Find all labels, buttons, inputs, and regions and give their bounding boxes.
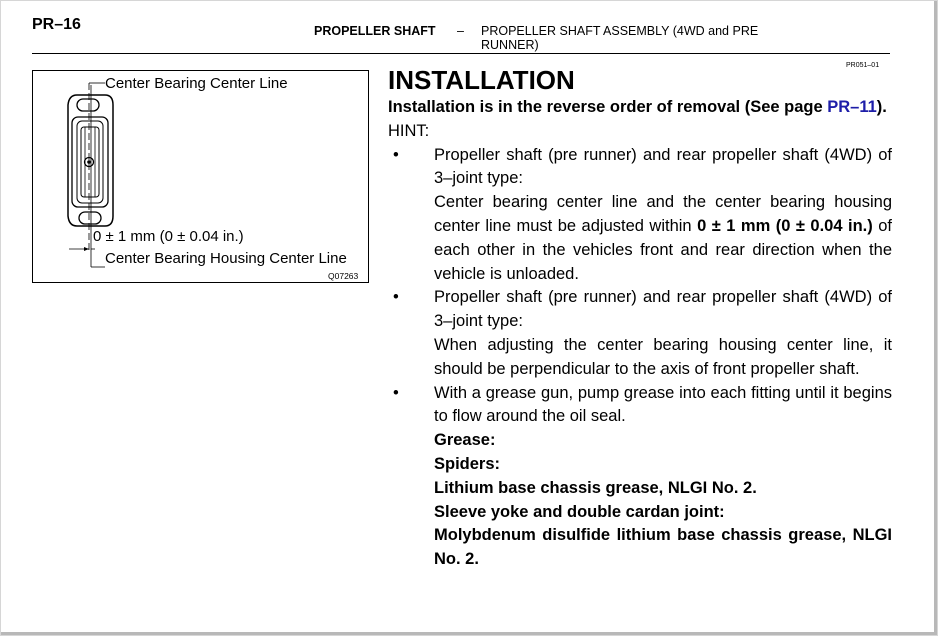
bullet-icon: • [393, 383, 399, 402]
bullet-icon: • [393, 288, 399, 307]
bullet-3-text: With a grease gun, pump grease into each fitting until it begins to flow around the oil seal. [434, 383, 892, 426]
figure-code: Q07263 [328, 271, 359, 281]
header-subsection: PROPELLER SHAFT ASSEMBLY (4WD and PRE RUNNER) [481, 24, 759, 52]
figure-label-tolerance: 0 ± 1 mm (0 ± 0.04 in.) [93, 228, 244, 245]
spiders-value: Lithium base chassis grease, NLGI No. 2. [434, 478, 757, 497]
hint-label: HINT: [388, 121, 430, 140]
intro-text: Installation is in the reverse order of removal (See page [388, 98, 823, 116]
bullet-1-text [434, 191, 892, 286]
intro-paragraph [388, 96, 892, 120]
header-rule [32, 53, 890, 54]
bullet-1-text-b: of each other in the vehicles front and rear direction when the vehicle is unloaded. [434, 216, 892, 283]
page-number: PR–16 [32, 16, 81, 33]
intro-end: ). [876, 98, 887, 116]
bullet-2-heading: Propeller shaft (pre runner) and rear propeller shaft (4WD) of 3–joint type: [434, 288, 892, 331]
figure-label-center-line: Center Bearing Center Line [105, 75, 288, 92]
installation-section [388, 64, 892, 572]
bullet-1-heading: Propeller shaft (pre runner) and rear propeller shaft (4WD) of 3–joint type: [434, 145, 892, 188]
bullet-icon: • [393, 145, 399, 164]
page-reference-link[interactable]: PR–11 [827, 98, 877, 116]
spiders-label: Spiders: [434, 454, 501, 473]
bullet-item-3 [388, 382, 892, 572]
sleeve-label: Sleeve yoke and double cardan joint: [434, 502, 725, 521]
bullet-item-1 [388, 144, 892, 287]
header-dash: – [457, 24, 464, 38]
grease-label: Grease: [434, 431, 496, 450]
bullet-1-value: 0 ± 1 mm (0 ± 0.04 in.) [697, 216, 873, 235]
bullet-item-2 [388, 286, 892, 381]
document-code: PR051–01 [846, 62, 880, 69]
center-bearing-figure [32, 70, 369, 283]
bullet-1-text-a: Center bearing center line and the center bearing housing center line must be adjusted within [434, 193, 892, 235]
sleeve-value: Molybdenum disulfide lithium base chassis grease, NLGI No. 2. [434, 526, 892, 569]
header-section: PROPELLER SHAFT [314, 24, 436, 38]
section-title: INSTALLATION [388, 65, 575, 95]
figure-label-housing-line: Center Bearing Housing Center Line [105, 250, 347, 267]
bullet-2-text: When adjusting the center bearing housing center line, it should be perpendicular to the axis of front propeller shaft. [434, 335, 892, 378]
